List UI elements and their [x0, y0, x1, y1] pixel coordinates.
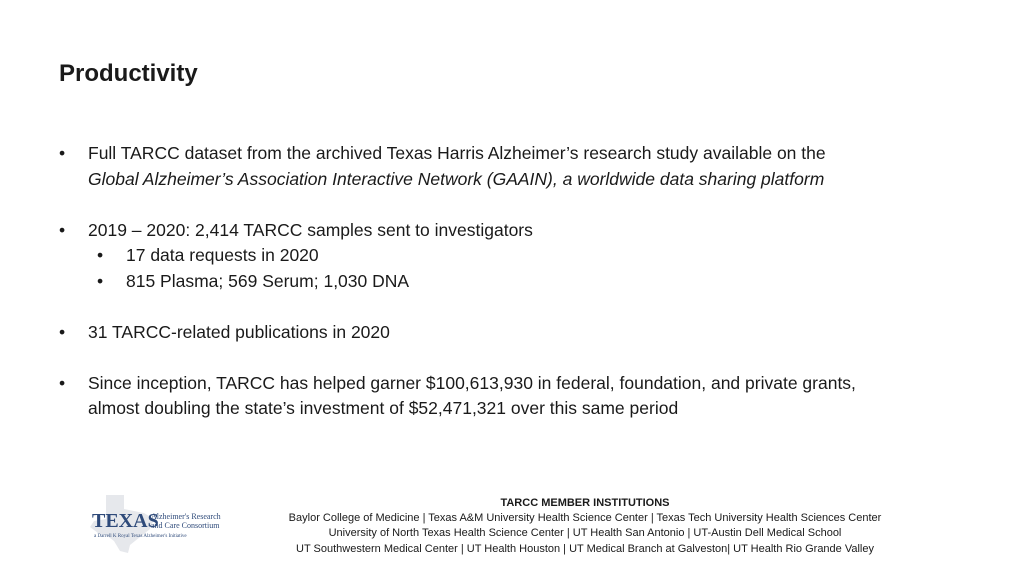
logo-line2: and Care Consortium [151, 521, 220, 530]
bullet-gaain [59, 141, 999, 192]
bullet-marker: • [59, 143, 66, 163]
bullet-samples [59, 218, 999, 244]
logo-tagline: a Darrell K Royal Texas Alzheimer's Initiative [94, 534, 187, 539]
tarcc-logo [84, 493, 234, 555]
bullet-gaain-line2: Global Alzheimer’s Association Interactive Network (GAAIN), a worldwide data sharing platform [88, 168, 825, 189]
footer-line2: University of North Texas Health Science Center | UT Health San Antonio | UT-Austin Dell Medical School [328, 527, 842, 540]
bullet-publications [59, 320, 999, 346]
footer-header: TARCC MEMBER INSTITUTIONS [500, 497, 670, 509]
bullet-list [59, 141, 999, 422]
bullet-grants [59, 371, 999, 422]
footer-line3: UT Southwestern Medical Center | UT Health Houston | UT Medical Branch at Galveston| UT Health Rio Grande Valley [296, 542, 874, 555]
bullet-grants-line1: Since inception, TARCC has helped garner $100,613,930 in federal, foundation, and private grants, [88, 372, 856, 393]
logo-line1: Alzheimer's Research [151, 512, 221, 521]
sub-bullet-requests [59, 243, 999, 269]
bullet-grants-line2: almost doubling the state’s investment of $52,471,321 over this same period [88, 398, 679, 418]
logo-texas-word: TEXAS [92, 510, 159, 532]
sub-bullet-requests-text: 17 data requests in 2020 [126, 245, 319, 265]
bullet-samples-text: 2019 – 2020: 2,414 TARCC samples sent to investigators [88, 219, 533, 240]
sub-bullet-samples-breakdown [59, 269, 999, 295]
bullet-marker: • [97, 270, 104, 291]
bullet-marker: • [59, 372, 66, 393]
slide-title: Productivity [59, 60, 198, 87]
member-institutions-footer [250, 496, 920, 557]
sub-bullet-samples-breakdown-text: 815 Plasma; 569 Serum; 1,030 DNA [126, 270, 410, 291]
bullet-gaain-line1: Full TARCC dataset from the archived Texas Harris Alzheimer’s research study available on the [88, 143, 826, 163]
bullet-marker: • [59, 321, 66, 342]
bullet-publications-text: 31 TARCC-related publications in 2020 [88, 321, 390, 342]
bullet-marker: • [97, 245, 104, 265]
footer-line1: Baylor College of Medicine | Texas A&M University Health Science Center | Texas Tech University Health Sciences Center [288, 512, 882, 525]
bullet-marker: • [59, 219, 66, 240]
